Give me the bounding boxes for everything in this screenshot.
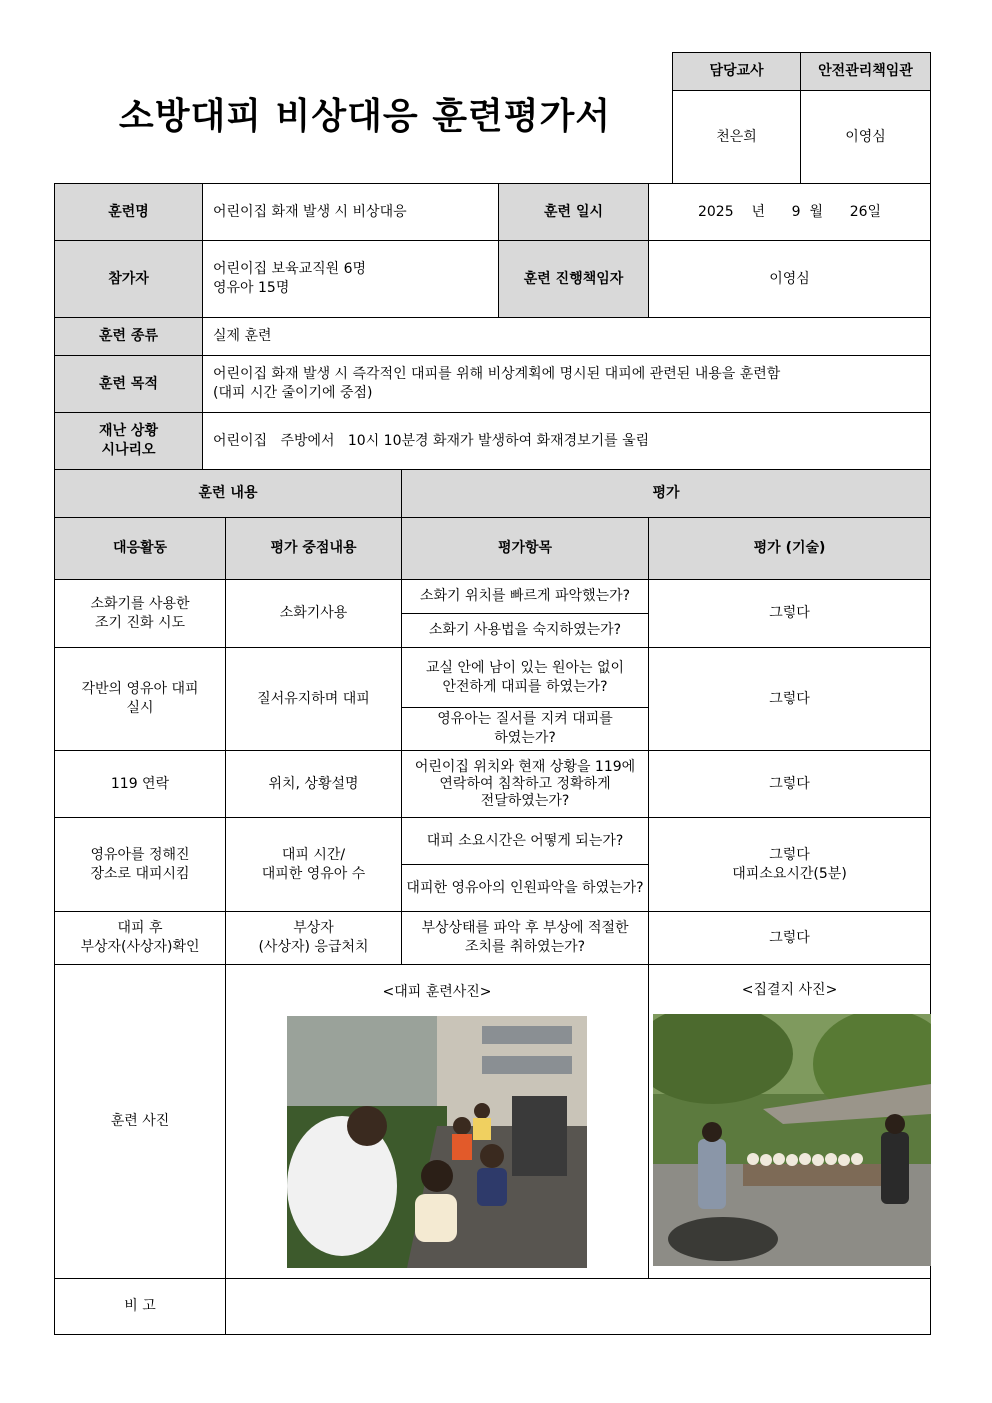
- table-row: [55, 580, 931, 614]
- activity-cell: 대피 후 부상자(사상자)확인: [55, 912, 226, 965]
- item-cell: 대피한 영유아의 인원파악을 하였는가?: [402, 865, 649, 912]
- table-row: [55, 751, 931, 818]
- section-content-header: 훈련 내용: [55, 470, 402, 518]
- col-result-header: 평가 (기술): [649, 518, 931, 580]
- focus-cell: 질서유지하며 대피: [226, 648, 402, 751]
- scenario-label: 재난 상황 시나리오: [55, 413, 203, 470]
- training-purpose-label: 훈련 목적: [55, 356, 203, 413]
- manager-header: 안전관리책임관: [801, 53, 931, 91]
- result-cell: 그렇다 대피소요시간(5분): [649, 818, 931, 912]
- column-header-row: [55, 518, 931, 580]
- photo-row: [55, 965, 931, 1279]
- table-row: [55, 648, 931, 708]
- training-purpose-row: [55, 356, 931, 413]
- scenario-row: [55, 413, 931, 470]
- participants-label: 참가자: [55, 241, 203, 318]
- evac-photo-cell: [226, 965, 649, 1279]
- photo-label: 훈련 사진: [55, 965, 226, 1279]
- remarks-value: [226, 1279, 931, 1335]
- item-cell: 영유아는 질서를 지켜 대피를 하였는가?: [402, 708, 649, 751]
- teacher-header: 담당교사: [673, 53, 801, 91]
- training-date-label: 훈련 일시: [499, 184, 649, 241]
- scenario-value: 어린이집 주방에서 10시 10분경 화재가 발생하여 화재경보기를 울림: [203, 413, 931, 470]
- assembly-photo-cell: [649, 965, 931, 1279]
- training-name-value: 어린이집 화재 발생 시 비상대응: [203, 184, 499, 241]
- focus-cell: 대피 시간/ 대피한 영유아 수: [226, 818, 402, 912]
- result-cell: 그렇다: [649, 751, 931, 818]
- focus-cell: 소화기사용: [226, 580, 402, 648]
- manager-name: 이영심: [801, 91, 931, 184]
- leader-value: 이영심: [649, 241, 931, 318]
- training-type-row: [55, 318, 931, 356]
- table-row: [55, 912, 931, 965]
- participants-value: 어린이집 보육교직원 6명 영유아 15명: [203, 241, 499, 318]
- activity-cell: 119 연락: [55, 751, 226, 818]
- training-date-value: 2025 년 9 월 26일: [649, 184, 931, 241]
- training-type-value: 실제 훈련: [203, 318, 931, 356]
- item-cell: 대피 소요시간은 어떻게 되는가?: [402, 818, 649, 865]
- col-item-header: 평가항목: [402, 518, 649, 580]
- activity-cell: 소화기를 사용한 조기 진화 시도: [55, 580, 226, 648]
- section-eval-header: 평가: [402, 470, 931, 518]
- evac-photo-caption: <대피 훈련사진>: [382, 984, 492, 1000]
- assembly-photo-caption: <집결지 사진>: [741, 982, 838, 998]
- signature-table: [672, 52, 931, 184]
- training-type-label: 훈련 종류: [55, 318, 203, 356]
- remarks-label: 비 고: [55, 1279, 226, 1335]
- focus-cell: 위치, 상황설명: [226, 751, 402, 818]
- training-name-label: 훈련명: [55, 184, 203, 241]
- leader-label: 훈련 진행책임자: [499, 241, 649, 318]
- result-cell: 그렇다: [649, 648, 931, 751]
- activity-cell: 각반의 영유아 대피 실시: [55, 648, 226, 751]
- assembly-photo: [653, 1014, 931, 1266]
- result-cell: 그렇다: [649, 912, 931, 965]
- col-focus-header: 평가 중점내용: [226, 518, 402, 580]
- teacher-name: 천은희: [673, 91, 801, 184]
- item-cell: 교실 안에 남이 있는 원아는 없이 안전하게 대피를 하였는가?: [402, 648, 649, 708]
- item-cell: 부상상태를 파악 후 부상에 적절한 조치를 취하였는가?: [402, 912, 649, 965]
- activity-cell: 영유아를 정해진 장소로 대피시킴: [55, 818, 226, 912]
- table-row: [55, 818, 931, 865]
- participants-row: [55, 241, 931, 318]
- evacuation-photo: [287, 1016, 587, 1268]
- section-header-row: [55, 470, 931, 518]
- focus-cell: 부상자 (사상자) 응급처치: [226, 912, 402, 965]
- col-activity-header: 대응활동: [55, 518, 226, 580]
- result-cell: 그렇다: [649, 580, 931, 648]
- remarks-row: [55, 1279, 931, 1335]
- item-cell: 소화기 사용법을 숙지하였는가?: [402, 614, 649, 648]
- item-cell: 어린이집 위치와 현재 상황을 119에 연락하여 침착하고 정확하게 전달하였는가?: [402, 751, 649, 818]
- page-title: 소방대피 비상대응 훈련평가서: [118, 96, 612, 137]
- evaluation-form-table: [54, 183, 931, 1335]
- training-purpose-value: 어린이집 화재 발생 시 즉각적인 대피를 위해 비상계획에 명시된 대피에 관련된 내용을 훈련함 (대피 시간 줄이기에 중점): [203, 356, 931, 413]
- item-cell: 소화기 위치를 빠르게 파악했는가?: [402, 580, 649, 614]
- training-name-row: [55, 184, 931, 241]
